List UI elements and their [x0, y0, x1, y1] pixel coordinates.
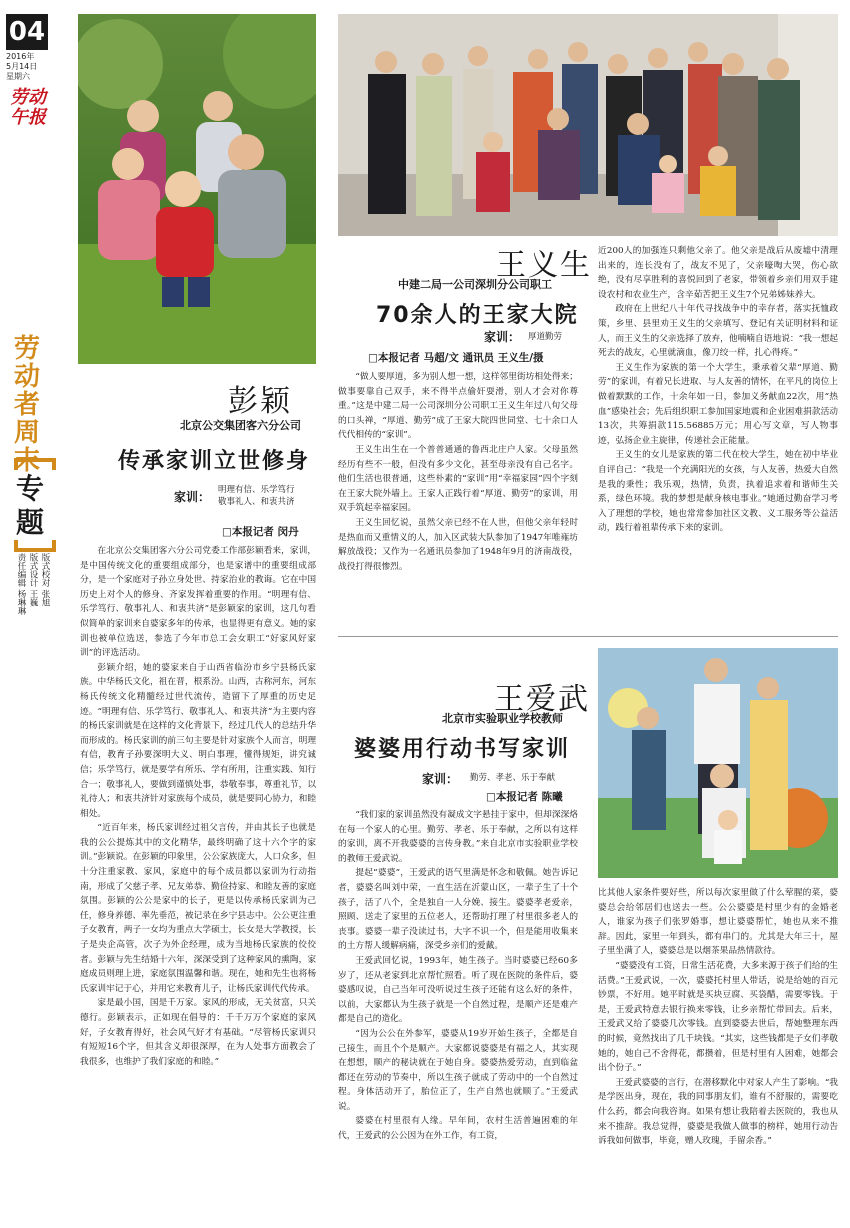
story3-person-name: 王爱武	[494, 682, 590, 717]
story1-headline: 传承家训立世修身	[118, 449, 311, 474]
credit-editor: 责任编辑 杨琳琳	[16, 553, 26, 616]
story2-motto: 厚道勤劳	[528, 332, 563, 342]
paragraph: 政府在上世纪八十年代寻找战争中的幸存者，落实抚恤政策，乡里、县里劝王义生的父亲填写、登记有关证明材料和证人，而王义生的父亲选择了放弃，他喃喃自语地说：“我一想起死去的战友，心里就滴血，像刀绞一样，扎心得疼。”	[598, 304, 838, 359]
paragraph: 比其他人家条件要好些，所以每次家里做了什么荤腥的菜，婆婆总会给邻居们也送去一些。公公婆婆是村里少有的金婚老人，谁家为孩子们张罗婚事，想让婆婆帮忙，她也从来不推辞。因此，家里一年到头，都有串门的。尤其是大年三十，屋子里坐满了人，婆婆总是以烟茶果品热情款待。	[598, 888, 838, 957]
story2-person-name: 王义生	[496, 248, 592, 283]
story2-headline: 70余人的王家大院	[376, 303, 579, 328]
motto-line: 敬事礼人、和衷共济	[218, 497, 295, 507]
paragraph: 婆婆在村里很有人缘。早年间，农村生活普遍困难的年代，王爱武的公公因为在外工作，有工资，	[338, 1116, 578, 1142]
paragraph: 在北京公交集团客六分公司党委工作部彭颖看来，家训，是中国传统文化的重要组成部分，也是家谱中的重要组成部分，是一个家庭对子孙立身处世、持家治业的教诲。它在中国历史上对个人的修身、齐家发挥着重要的作用。“明理有信、乐学笃行、敬事礼人、和衷共济”是彭颖家的家训，这几句看似简单的家训来自婆家多年的传承，也显得更有意义。她的家训也被单位选送，参选了今年市总工会女职工“好家风好家训”的评选活动。	[80, 546, 316, 659]
page-number: 04	[6, 14, 48, 50]
story2-employer: 中建二局一公司深圳分公司职工	[398, 278, 552, 291]
motto-line: 明理有信、乐学笃行	[218, 485, 295, 495]
story3-employer: 北京市实验职业学校教师	[442, 712, 563, 725]
paragraph: 王爱武婆婆的言行，在潜移默化中对家人产生了影响。“我是学医出身，现在，我的同事朋友们，谁有不舒服的，需要吃什么药，都会向我咨询。如果有想让我陪着去医院的，我也从来不推辞。我总觉得，婆婆是我做人做事的榜样，她用行动告诉我如何做事，毕竟，赠人玫瑰，手留余香。”	[598, 1077, 838, 1147]
paragraph: 家是最小国，国是千万家。家风的形成，无关贫富，只关德行。彭颖表示，正如现在倡导的：千千万万个家庭的家风好，子女教育得好，社会风气好才有基础。“尽管杨氏家训只有短短16个字，但其含义却很深厚，在为人处事方面教会了我很多，也维护了我们家庭的和睦。”	[80, 998, 316, 1067]
issue-date	[6, 52, 37, 82]
paragraph: “做人要厚道，多为别人想一想，这样邻里街坊相处得来；做事要靠自己双手，来不得半点偷奸耍滑，别人才会对你尊重。”这是中建二局一公司深圳分公司职工王义生年过八旬父母的口头禅，“厚道、勤劳”成了王家大院四世同堂、七十余口人代代相传的“家训”。	[338, 372, 578, 441]
paragraph: “因为公公在外参军，婆婆从19岁开始生孩子，全都是自己接生，而且个个是顺产。大家都说婆婆是有福之人，其实现在想想，顺产的秘诀就在于她自身。婆婆热爱劳动，直到临盆都还在劳动的节奏中，所以生孩子就成了劳动中的一个自然过程。身体活动开了，胎位正了，生产自然也就顺了。”王爱武说。	[338, 1028, 578, 1112]
paragraph: 王义生回忆说，虽然父亲已经不在人世，但他父亲年轻时是热血而又重情义的人，加入区武装大队参加了1947年唯雍坊解放战役；又作为一名通讯员参加了1948年9月的济南战役，战役打得很惨烈。	[338, 517, 578, 572]
issue-day: 5月14日	[6, 62, 38, 71]
family-group-photo-icon	[338, 14, 838, 236]
paragraph: 王义生作为家族的第一个大学生，秉承着父辈“厚道、勤劳”的家训，有着兄长进取、与人友善的情怀，在平凡的岗位上做着默默的工作，十余年如一日，参加义务献血22次，用“热血”感染社会；先后组织职工参加国家地震和企业困难捐款活动13次，共筹捐款115.56885万元；用心写文章，写人物事迹，弘扬企业主旋律，传递社会正能量。	[598, 362, 838, 446]
paragraph: 王义生出生在一个普普通通的鲁西北庄户人家。父母虽然经历有些不一般，但没有多少文化，甚至母亲没有自己名字。他们生活也很普通，这些朴素的“家训”用“幸福家园”四个字刻在王家大院外墙上。王家人正践行着“厚道、勤劳”的家训，用双手筑起幸福家园。	[338, 444, 578, 514]
credit-proofreader: 版式校对 张旭	[40, 553, 50, 607]
story2-body-col1	[338, 370, 578, 630]
story1-motto	[218, 484, 295, 508]
bracket-top	[14, 458, 56, 470]
story3-headline: 婆婆用行动书写家训	[354, 737, 571, 762]
story3-body-col1	[338, 808, 578, 1222]
story1-person-name: 彭颖	[228, 384, 292, 419]
story2-body-col2	[598, 244, 838, 630]
section-title: 劳动者周末	[14, 334, 41, 476]
credit-designer: 版式设计 王巍	[28, 553, 38, 607]
story1-employer: 北京公交集团客六分公司	[180, 419, 301, 432]
story1-byline: □本报记者 闵丹	[222, 526, 299, 538]
issue-year: 2016年	[6, 52, 35, 61]
story1-body	[80, 544, 316, 1220]
story2-motto-label: 家训：	[484, 330, 521, 344]
bracket-bottom	[14, 540, 56, 552]
paragraph: “我们家的家训虽然没有凝成文字悬挂于家中，但却深深烙在每一个家人的心里。勤劳、孝老、乐于奉献，之所以有这样的家训，离不开我婆婆的言传身教。”来自北京市实验职业学校的教师王爱武说。	[338, 810, 578, 864]
paragraph: 彭颖介绍，她的婆家来自于山西省临汾市乡宁县杨氏家族。中华杨氏文化，祖在晋，根系汾。山西，古称河东，河东杨氏传统文化精髓经过世代流传，造留下了厚重的历史足迹。“明理有信、乐学笃行、敬事礼人、和衷共济”为主要内容的杨氏家训就是在这样的文化背景下，经过几代人的总结升华而形成的。杨氏家训的前三句主要是针对家族个人而言，明理有信，教育子孙要深明大义、明白事理，懂得规矩，讲究诚信；乐学笃行，就是要学有所乐、学有所用，注重实践、知行合一；敬事礼人，要做到谨慎处事，恭敬奉事，尊重礼节，以礼待人；和衷共济针对家族每个成员，就是要同心协力，和睦相处。	[80, 662, 316, 819]
story3-byline: □本报记者 陈曦	[486, 791, 563, 803]
paragraph: “近百年来，杨氏家训经过祖父言传，并由其长子也就是我的公公提炼其中的文化精华，最终明确了这十六个字的家训。”彭颖说。在彭颖的印象里，公公家族庞大，人口众多，但十分注重家教、家风，家庭中的每个成员都以家训为行动指南，形成了父慈子孝、兄友弟恭、勤俭持家、和睦友善的家庭氛围。彭颖的公公是家中的长子，更是以传承杨氏家训为己任，修身养德、率先垂范，被记录在乡宁县志中。公公更注重子女教育，两子一女均为重点大学硕士，长女是大学教授，长子是央企高管，次子为外企经理，成为当地杨氏家族的佼佼者。彭颖与先生结婚十六年，深深受到了这种家风的熏陶，家庭成员则理上进，家庭氛围温馨和谐。现在，她和先生也将杨氏家训牢记于心，并用它来教育儿子，让杨氏家训代代传承。	[80, 823, 316, 994]
issue-weekday: 星期六	[6, 72, 30, 81]
paragraph: 王爱武回忆说，1993年，她生孩子。当时婆婆已经60多岁了，还从老家到北京帮忙照看。听了现在医院的条件后，婆婆感叹说，自己当年可没听说过生孩子还能有这么好的条件，以前，大家都认为生孩子就是一个自然过程，是顺产还是难产都是自己的造化。	[338, 955, 578, 1025]
family-photo-icon	[78, 14, 316, 364]
divider	[338, 636, 838, 637]
paragraph: 王义生的女儿是家族的第二代在校大学生，她在初中毕业自评自己：“我是一个充满阳光的女孩，与人友善，热爱大自然是我的秉性；我乐观，热情，负责，执着追求着和谐师生关系，绿色环境。我的梦想是献身核电事业。”她通过勤奋学习考入了理想的学校，她也常常参加社区文教、义工服务等公益活动，践行着祖辈传承下来的家训。	[598, 450, 838, 534]
family-photo-icon	[598, 648, 838, 878]
story3-body-col2	[598, 886, 838, 1222]
topic-title: 专题	[16, 472, 45, 539]
story1-motto-label: 家训：	[174, 490, 211, 504]
paragraph: 提起“婆婆”，王爱武的语气里满是怀念和敬佩。她告诉记者，婆婆名叫刘中荣，一直生活在沂蒙山区，一辈子生了十个孩子，活了八个，全是独自一人分娩、接生。婆婆孝老爱亲，照顾、送走了家里的五位老人，还帮助打理了村里很多老人的丧事。婆婆一辈子没读过书，大字不识一个，但是能用收集来的土方帮人缓解病痛，深受乡亲们的爱戴。	[338, 868, 578, 952]
story2-byline: □本报记者 马超/文 通讯员 王义生/摄	[368, 352, 544, 364]
sidebar	[0, 0, 72, 1228]
story3-motto-label: 家训：	[422, 772, 459, 786]
paragraph: “婆婆没有工资，日常生活花费，大多来源于孩子们给的生活费。”王爱武说，一次，婆婆托村里人带话，说是给她的百元钞票，不好用。她平时就是买块豆腐、买袋醋，需要零钱。于是，王爱武特意去银行换来零钱，让乡亲帮忙带回去。后来，王爱武又给了婆婆几次零钱。直到婆婆去世后，帮她整理东西的时候，竟然找出了几千块钱。“其实，这些钱都是子女们孝敬她的，她自己不舍得花，都攒着，但是村里有人困难，她都会出个份子。”	[598, 960, 838, 1074]
story3-motto: 勤劳、孝老、乐于奉献	[470, 773, 556, 783]
paragraph: 近200人的加强连只剩他父亲了。他父亲是战后从废墟中清理出来的，连长没有了，战友不见了，父亲嚎啕大哭，伤心欲绝，没有尽享胜利的喜悦回到了老家，带领着乡亲们用双手建设农村和农业生产，含辛茹苦把王义生7个兄弟姊妹养大。	[598, 246, 838, 300]
newspaper-logo: 劳动午报	[10, 87, 46, 128]
